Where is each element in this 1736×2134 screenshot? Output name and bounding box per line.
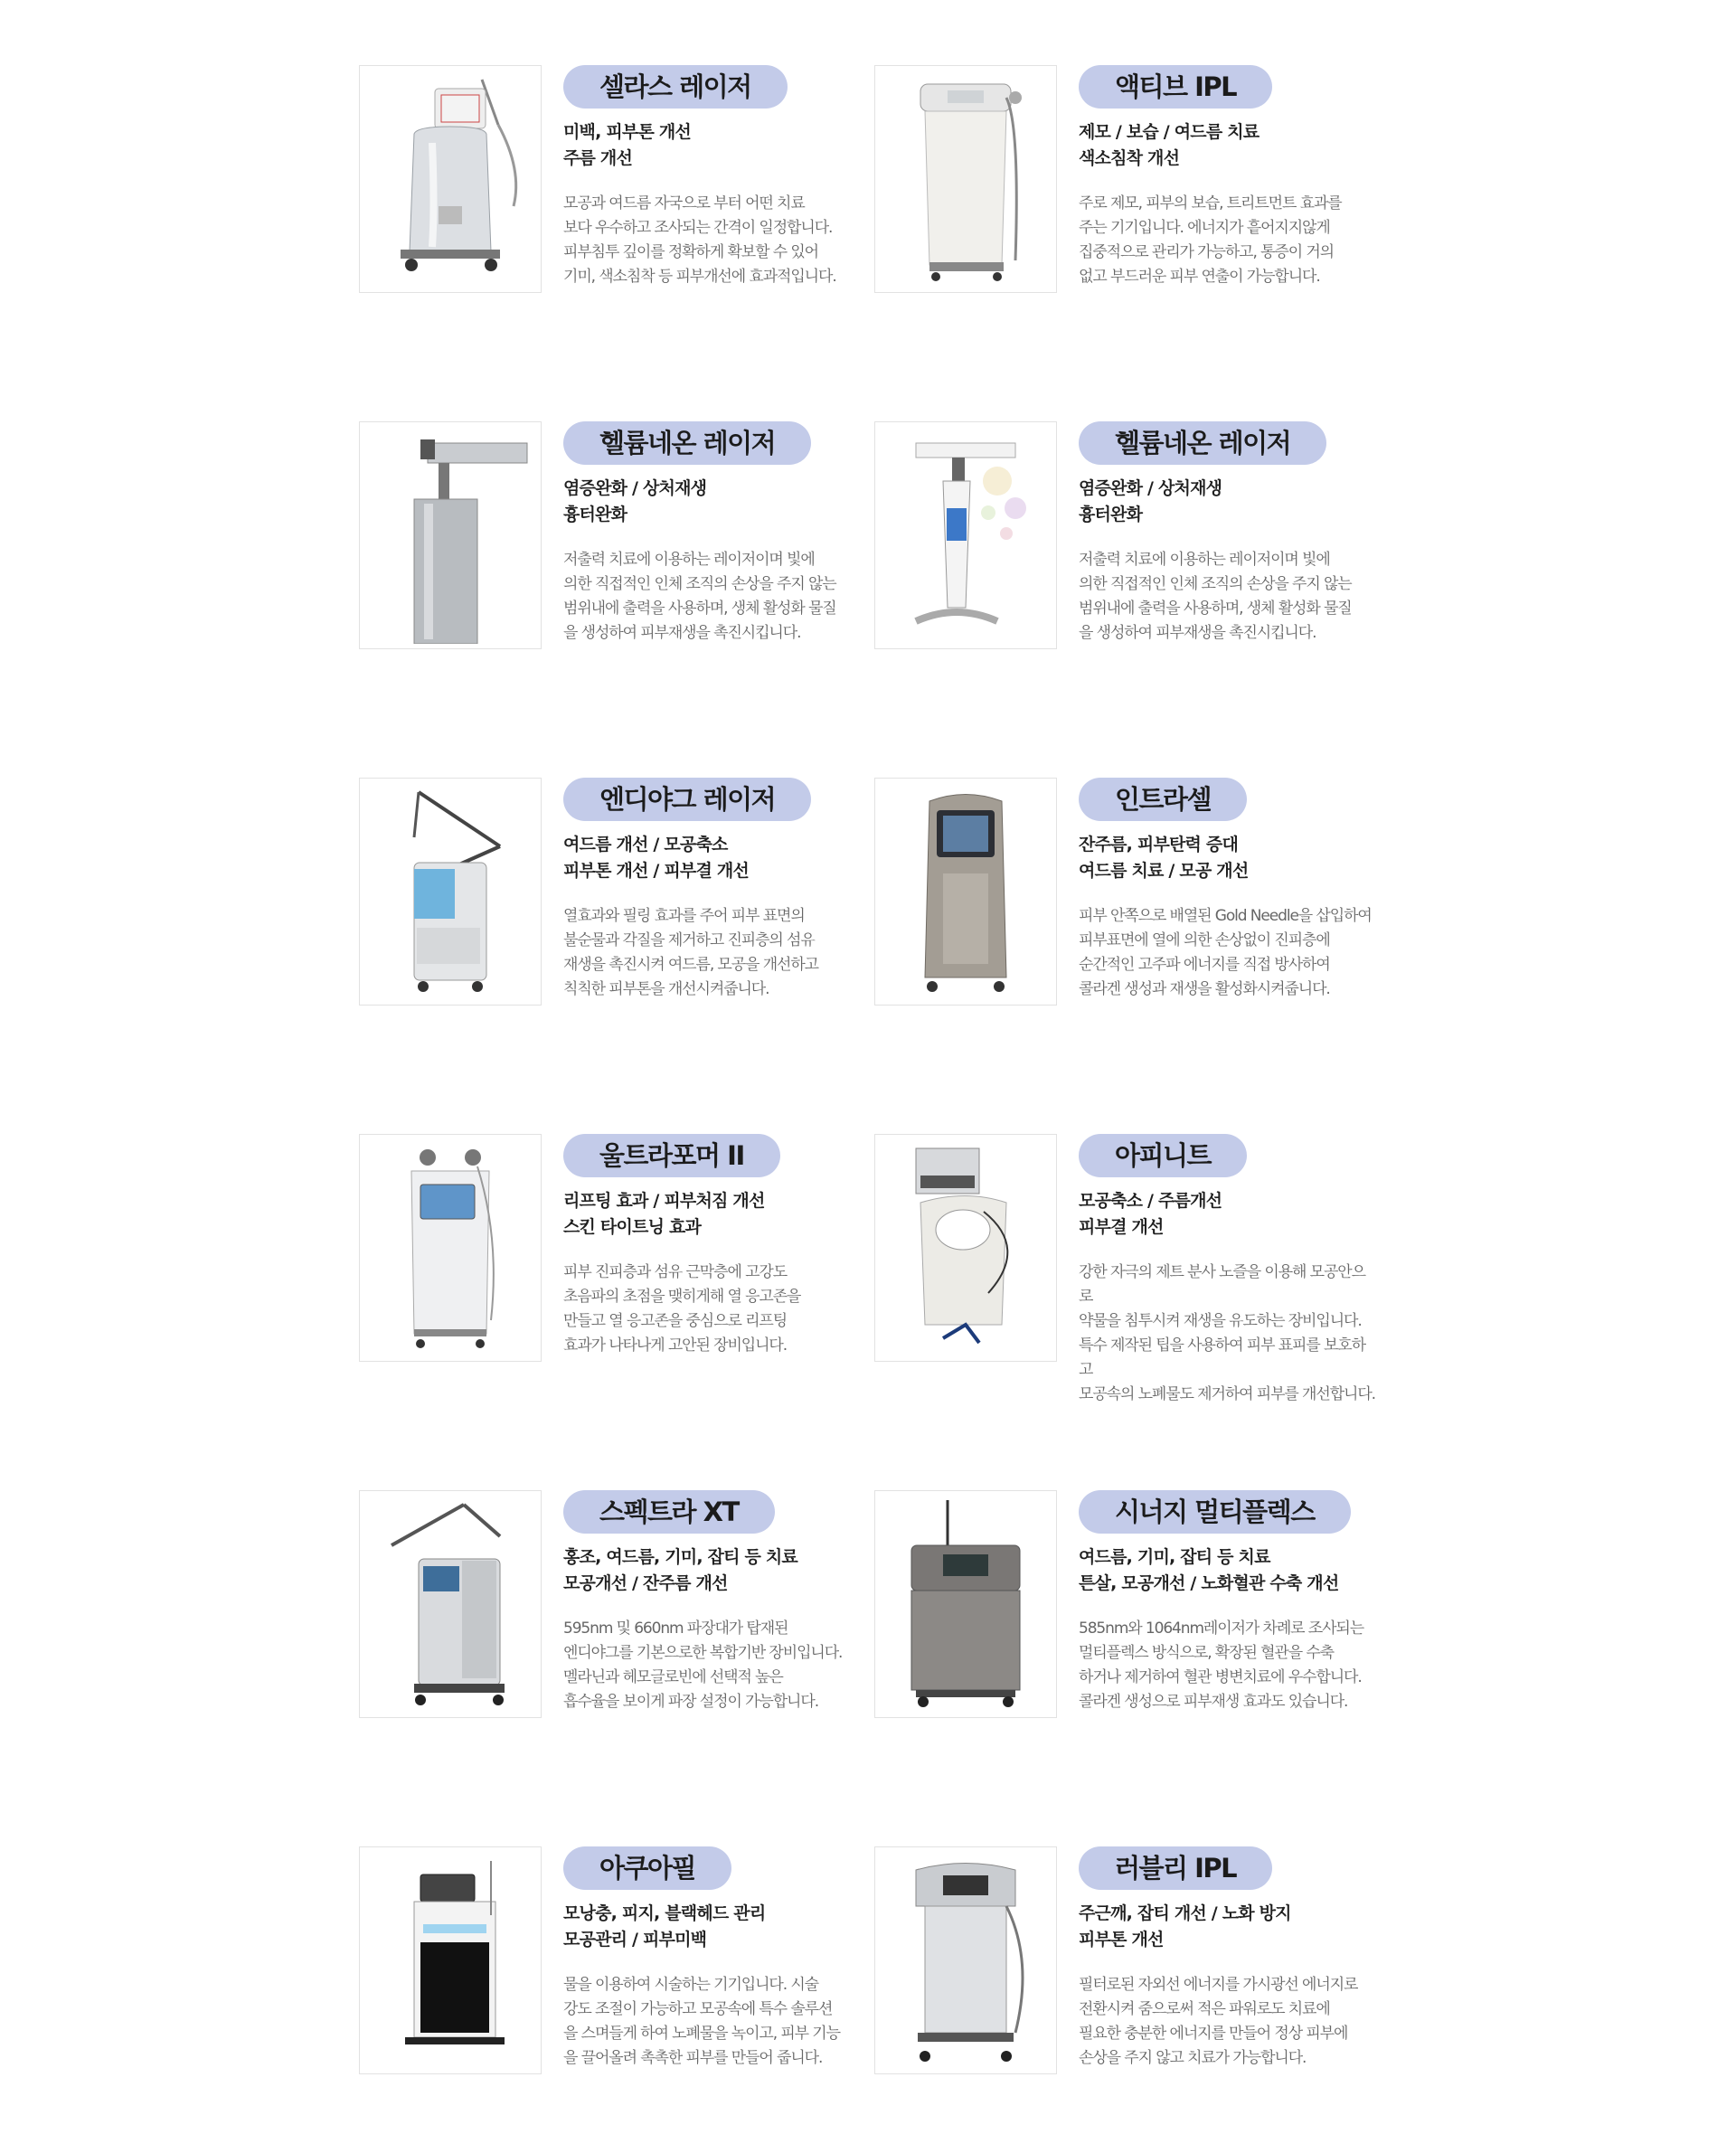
device-title: 헬륨네온 레이저 bbox=[1079, 421, 1326, 465]
device-card bbox=[359, 65, 874, 293]
device-effect: 흉터완화 bbox=[1079, 505, 1143, 524]
device-image bbox=[874, 1134, 1057, 1362]
device-description bbox=[1079, 1617, 1377, 1714]
device-effect: 모공축소 / 주름개선 bbox=[1079, 1191, 1222, 1211]
device-effect: 미백, 피부톤 개선 bbox=[563, 122, 691, 142]
desc-line: 저출력 치료에 이용하는 레이저이며 빛에 bbox=[563, 551, 815, 569]
device-image bbox=[874, 1490, 1057, 1718]
device-image bbox=[874, 65, 1057, 293]
device-description bbox=[563, 1617, 862, 1714]
device-card bbox=[874, 1846, 1390, 2074]
device-effect: 스킨 타이트닝 효과 bbox=[563, 1217, 702, 1237]
desc-line: 열효과와 필링 효과를 주어 피부 표면의 bbox=[563, 907, 805, 925]
desc-line: 필터로된 자외선 에너지를 가시광선 에너지로 bbox=[1079, 1976, 1358, 1994]
device-effect: 여드름, 기미, 잡티 등 치료 bbox=[1079, 1547, 1270, 1567]
device-effect: 흉터완화 bbox=[563, 505, 627, 524]
desc-line: 불순물과 각질을 제거하고 진피층의 섬유 bbox=[563, 931, 815, 949]
desc-line: 순간적인 고주파 에너지를 직접 방사하여 bbox=[1079, 956, 1330, 974]
desc-line: 을 생성하여 피부재생을 촉진시킵니다. bbox=[1079, 624, 1316, 642]
desc-line: 효과가 나타나게 고안된 장비입니다. bbox=[563, 1336, 788, 1355]
desc-line: 585nm와 1064nm레이저가 차례로 조사되는 bbox=[1079, 1619, 1364, 1638]
device-description bbox=[1079, 1261, 1377, 1407]
device-image bbox=[359, 778, 542, 1006]
device-card bbox=[359, 1134, 874, 1362]
device-card bbox=[359, 421, 874, 649]
device-description bbox=[563, 548, 862, 646]
device-description bbox=[563, 1973, 862, 2071]
device-image bbox=[359, 1846, 542, 2074]
device-effect: 모낭충, 피지, 블랙헤드 관리 bbox=[563, 1903, 766, 1923]
desc-line: 특수 제작된 팁을 사용하여 피부 표피를 보호하고 bbox=[1079, 1336, 1365, 1379]
desc-line: 을 생성하여 피부재생을 촉진시킵니다. bbox=[563, 624, 801, 642]
device-effect: 제모 / 보습 / 여드름 치료 bbox=[1079, 122, 1260, 142]
desc-line: 의한 직접적인 인체 조직의 손상을 주지 않는 bbox=[563, 575, 836, 593]
device-description bbox=[1079, 548, 1377, 646]
desc-line: 저출력 치료에 이용하는 레이저이며 빛에 bbox=[1079, 551, 1330, 569]
desc-line: 없고 부드러운 피부 연출이 가능합니다. bbox=[1079, 268, 1320, 286]
device-image bbox=[874, 421, 1057, 649]
device-description bbox=[1079, 904, 1377, 1002]
desc-line: 보다 우수하고 조사되는 간격이 일정합니다. bbox=[563, 219, 833, 237]
desc-line: 엔디야그를 기본으로한 복합기반 장비입니다. bbox=[563, 1644, 843, 1662]
device-effect: 주근깨, 잡티 개선 / 노화 방지 bbox=[1079, 1903, 1291, 1923]
desc-line: 모공과 여드름 자국으로 부터 어떤 치료 bbox=[563, 194, 805, 212]
device-title: 러블리 IPL bbox=[1079, 1846, 1272, 1890]
desc-line: 강도 조절이 가능하고 모공속에 특수 솔루션 bbox=[563, 2000, 833, 2018]
device-title: 울트라포머 II bbox=[563, 1134, 780, 1177]
device-effect: 염증완화 / 상처재생 bbox=[1079, 478, 1222, 498]
device-title: 아쿠아필 bbox=[563, 1846, 731, 1890]
device-card bbox=[874, 778, 1390, 1006]
desc-line: 하거나 제거하여 혈관 병변치료에 우수합니다. bbox=[1079, 1668, 1362, 1686]
desc-line: 물을 이용하여 시술하는 기기입니다. 시술 bbox=[563, 1976, 818, 1994]
device-card bbox=[359, 1490, 874, 1718]
device-title: 엔디야그 레이저 bbox=[563, 778, 811, 821]
device-image bbox=[359, 1134, 542, 1362]
desc-line: 주로 제모, 피부의 보습, 트리트먼트 효과를 bbox=[1079, 194, 1342, 212]
device-image bbox=[359, 65, 542, 293]
device-image bbox=[874, 1846, 1057, 2074]
device-image bbox=[359, 1490, 542, 1718]
desc-line: 필요한 충분한 에너지를 만들어 정상 피부에 bbox=[1079, 2025, 1348, 2043]
device-image bbox=[359, 421, 542, 649]
desc-line: 멀티플렉스 방식으로, 확장된 혈관을 수축 bbox=[1079, 1644, 1334, 1662]
desc-line: 재생을 촉진시켜 여드름, 모공을 개선하고 bbox=[563, 956, 818, 974]
device-effect: 튼살, 모공개선 / 노화혈관 수축 개선 bbox=[1079, 1573, 1339, 1593]
device-title: 아피니트 bbox=[1079, 1134, 1247, 1177]
desc-line: 초음파의 초점을 맺히게해 열 응고존을 bbox=[563, 1288, 801, 1306]
device-title: 인트라셀 bbox=[1079, 778, 1247, 821]
desc-line: 손상을 주지 않고 치료가 가능합니다. bbox=[1079, 2049, 1307, 2067]
device-effect: 모공관리 / 피부미백 bbox=[563, 1930, 707, 1950]
device-card bbox=[359, 778, 874, 1006]
device-card bbox=[874, 1134, 1390, 1403]
desc-line: 콜라겐 생성과 재생을 활성화시켜줍니다. bbox=[1079, 980, 1330, 998]
device-title: 헬륨네온 레이저 bbox=[563, 421, 811, 465]
desc-line: 멜라닌과 헤모글로빈에 선택적 높은 bbox=[563, 1668, 783, 1686]
desc-line: 피부표면에 열에 의한 손상없이 진피층에 bbox=[1079, 931, 1330, 949]
desc-line: 약물을 침투시켜 재생을 유도하는 장비입니다. bbox=[1079, 1312, 1362, 1330]
desc-line: 을 끌어올려 촉촉한 피부를 만들어 줍니다. bbox=[563, 2049, 823, 2067]
device-title: 시너지 멀티플렉스 bbox=[1079, 1490, 1351, 1534]
desc-line: 집중적으로 관리가 가능하고, 통증이 거의 bbox=[1079, 243, 1334, 261]
device-card bbox=[874, 65, 1390, 293]
device-effect: 피부톤 개선 bbox=[1079, 1930, 1164, 1950]
device-effect: 리프팅 효과 / 피부처짐 개선 bbox=[563, 1191, 765, 1211]
device-effect: 여드름 개선 / 모공축소 bbox=[563, 835, 728, 855]
desc-line: 콜라겐 생성으로 피부재생 효과도 있습니다. bbox=[1079, 1693, 1348, 1711]
desc-line: 모공속의 노폐물도 제거하여 피부를 개선합니다. bbox=[1079, 1385, 1375, 1403]
device-description bbox=[563, 904, 862, 1002]
desc-line: 범위내에 출력을 사용하며, 생체 활성화 물질 bbox=[563, 600, 836, 618]
desc-line: 의한 직접적인 인체 조직의 손상을 주지 않는 bbox=[1079, 575, 1352, 593]
desc-line: 주는 기기입니다. 에너지가 흩어지지않게 bbox=[1079, 219, 1330, 237]
desc-line: 범위내에 출력을 사용하며, 생체 활성화 물질 bbox=[1079, 600, 1352, 618]
device-card bbox=[874, 1490, 1390, 1718]
desc-line: 피부침투 깊이를 정확하게 확보할 수 있어 bbox=[563, 243, 818, 261]
device-title: 액티브 IPL bbox=[1079, 65, 1272, 109]
device-card bbox=[359, 1846, 874, 2074]
device-effect: 색소침착 개선 bbox=[1079, 148, 1180, 168]
desc-line: 흡수율을 보이게 파장 설정이 가능합니다. bbox=[563, 1693, 818, 1711]
device-title: 셀라스 레이저 bbox=[563, 65, 788, 109]
device-description bbox=[1079, 1973, 1377, 2071]
device-effect: 염증완화 / 상처재생 bbox=[563, 478, 707, 498]
device-effect: 잔주름, 피부탄력 증대 bbox=[1079, 835, 1239, 855]
desc-line: 기미, 색소침착 등 피부개선에 효과적입니다. bbox=[563, 268, 836, 286]
device-description bbox=[563, 192, 862, 289]
device-effect: 피부결 개선 bbox=[1079, 1217, 1164, 1237]
desc-line: 을 스며들게 하여 노폐물을 녹이고, 피부 기능 bbox=[563, 2025, 840, 2043]
device-effect: 모공개선 / 잔주름 개선 bbox=[563, 1573, 728, 1593]
desc-line: 595nm 및 660nm 파장대가 탑재된 bbox=[563, 1619, 788, 1638]
device-description bbox=[563, 1261, 862, 1358]
desc-line: 피부 진피층과 섬유 근막층에 고강도 bbox=[563, 1263, 788, 1281]
device-effect: 주름 개선 bbox=[563, 148, 633, 168]
desc-line: 칙칙한 피부톤을 개선시켜줍니다. bbox=[563, 980, 769, 998]
device-title: 스펙트라 XT bbox=[563, 1490, 775, 1534]
device-card bbox=[874, 421, 1390, 649]
device-effect: 여드름 치료 / 모공 개선 bbox=[1079, 861, 1249, 881]
device-image bbox=[874, 778, 1057, 1006]
device-grid bbox=[359, 65, 1399, 2074]
desc-line: 강한 자극의 제트 분사 노즐을 이용해 모공안으로 bbox=[1079, 1263, 1365, 1306]
desc-line: 피부 안쪽으로 배열된 Gold Needle을 삽입하여 bbox=[1079, 907, 1372, 925]
device-description bbox=[1079, 192, 1377, 289]
desc-line: 전환시켜 줌으로써 적은 파워로도 치료에 bbox=[1079, 2000, 1330, 2018]
device-effect: 홍조, 여드름, 기미, 잡티 등 치료 bbox=[563, 1547, 797, 1567]
device-effect: 피부톤 개선 / 피부결 개선 bbox=[563, 861, 749, 881]
desc-line: 만들고 열 응고존을 중심으로 리프팅 bbox=[563, 1312, 788, 1330]
